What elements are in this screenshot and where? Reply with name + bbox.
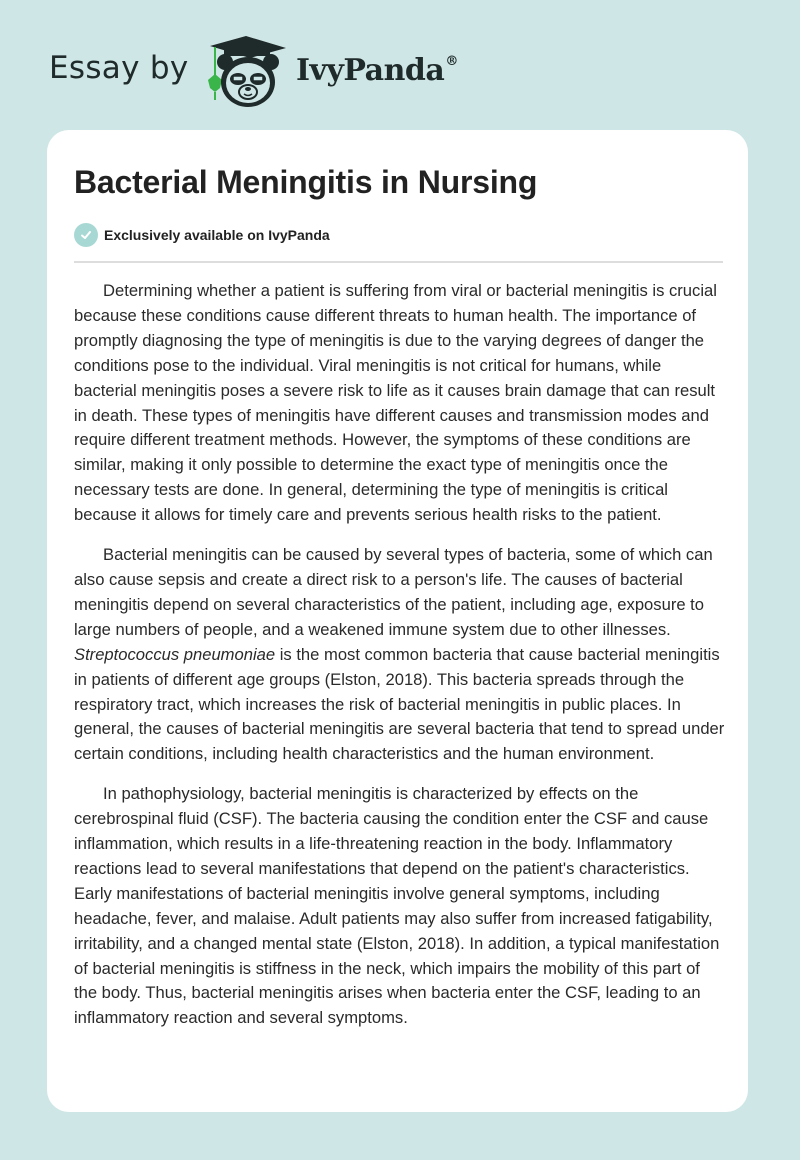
check-circle-icon	[74, 223, 98, 247]
paragraph-1: Determining whether a patient is suffering from viral or bacterial meningitis is crucial because these conditions cause different threats to human health. The importance of promptly diagnosing the type of meningitis is due to the varying degrees of danger the conditions pose to the individual. Viral meningitis is not critical for humans, while bacterial meningitis poses a severe risk to life as it causes brain damage that can result in death. These types of meningitis have different causes and transmission modes and require different treatment methods. However, the symptoms of these conditions are similar, making it only possible to determine the exact type of meningitis once the necessary tests are done. In general, determining the type of meningitis is critical because it allows for timely care and prevents serious health risks to the patient.	[74, 281, 717, 525]
site-header	[0, 0, 800, 130]
brand-text: IvyPanda	[296, 53, 445, 88]
paragraph-3: In pathophysiology, bacterial meningitis is characterized by effects on the cerebrospinal fluid (CSF). The bacteria causing the condition enter the CSF and cause inflammation, which results in a life-threatening reaction in the body. Inflammatory reactions lead to several manifestations that depend on the patient's characteristics. Early manifestations of bacterial meningitis involve general symptoms, including headache, fever, and malaise. Adult patients may also suffer from increased fatigability, irritability, and a changed mental state (Elston, 2018). In addition, a typical manifestation of bacterial meningitis is stiffness in the neck, which impairs the mobility of this part of the body. Thus, bacterial meningitis arises when bacteria enter the CSF, leading to an inflammatory reaction and several symptoms.	[74, 784, 720, 1028]
essay-card	[47, 130, 748, 1112]
paragraph-2	[74, 543, 726, 767]
exclusive-label: Exclusively available on IvyPanda	[104, 226, 330, 243]
page-title: Bacterial Meningitis in Nursing	[74, 164, 538, 200]
essay-by-label: Essay by	[49, 50, 189, 86]
brand-name[interactable]	[296, 53, 458, 88]
species-name: Streptococcus pneumoniae	[74, 644, 276, 664]
essay-body	[74, 279, 726, 1046]
paragraph-2-start: Bacterial meningitis can be caused by several types of bacteria, some of which can also cause sepsis and create a direct risk to a person's life. The causes of bacterial meningitis depend on several characteristics of the patient, including age, exposure to large numbers of people, and a weakened immune system due to other illnesses.	[74, 545, 713, 639]
divider	[74, 261, 723, 263]
paragraph-2-end: is the most common bacteria that cause bacterial meningitis in patients of different age groups (Elston, 2018). This bacteria spreads through the respiratory tract, which increases the risk of bacterial meningitis in public places. In general, the causes of bacterial meningitis are several bacteria that tend to spread under certain conditions, including health characteristics and the human environment.	[74, 644, 725, 764]
exclusive-badge	[74, 222, 330, 247]
panda-graduate-icon[interactable]	[200, 34, 292, 110]
registered-mark: ®	[445, 54, 458, 69]
